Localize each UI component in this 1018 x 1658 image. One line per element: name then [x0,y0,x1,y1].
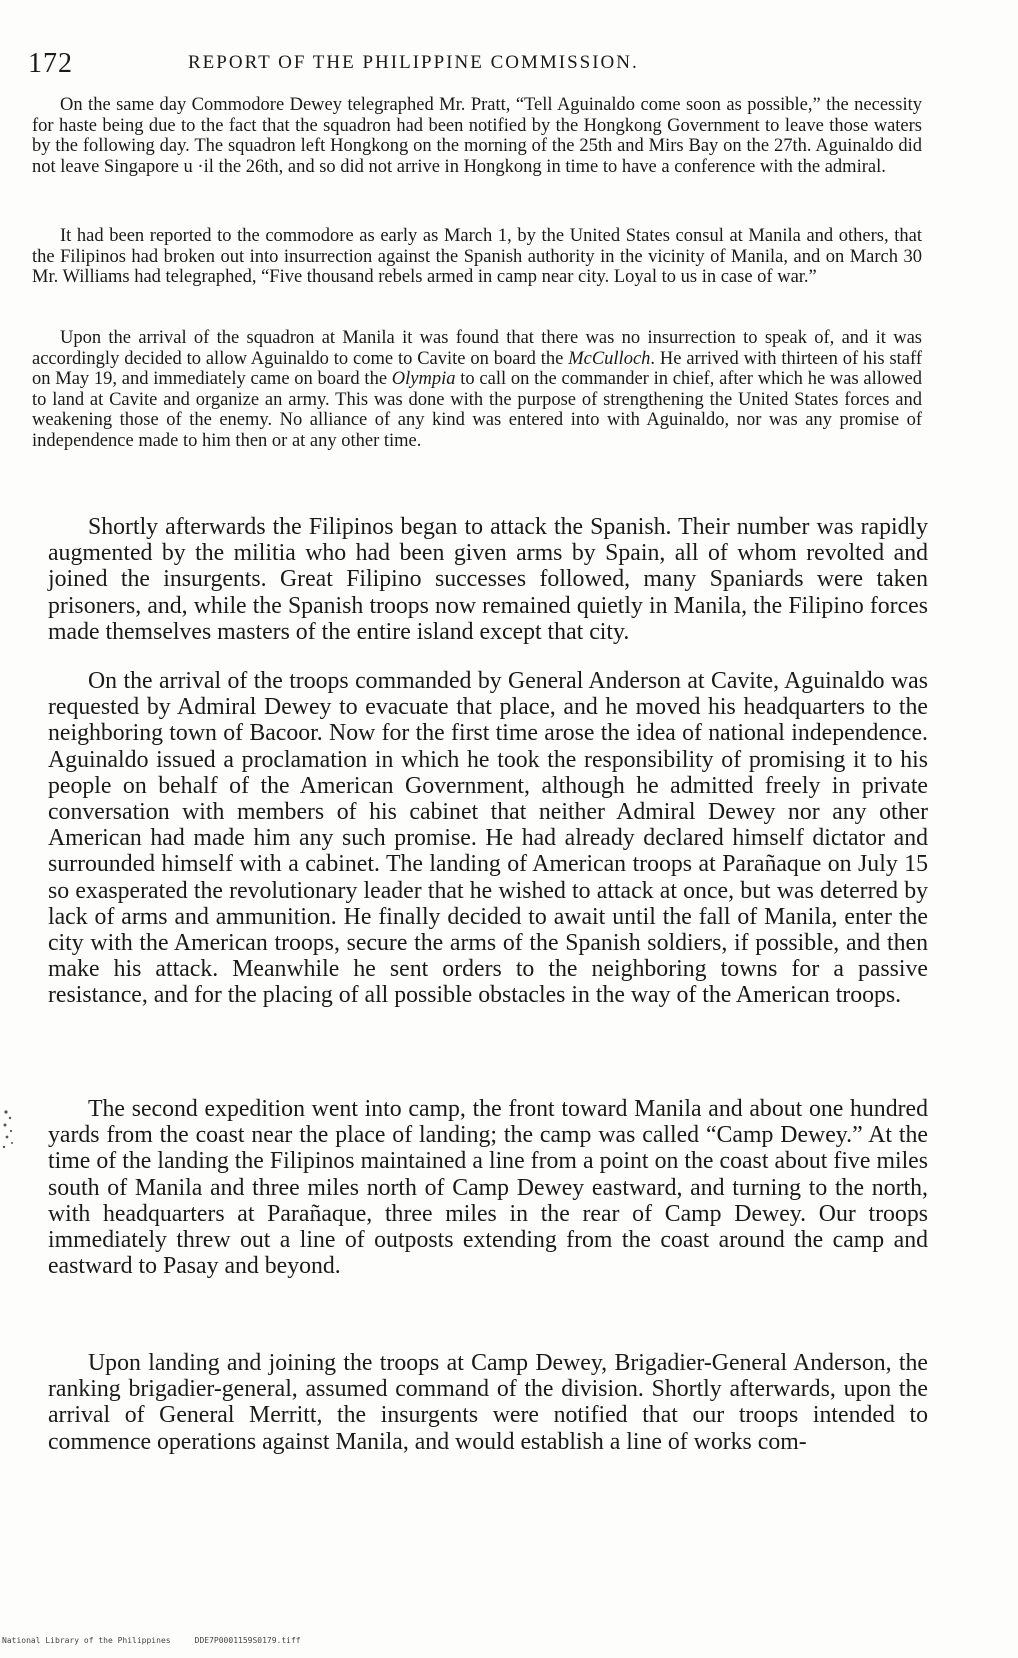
running-title: REPORT OF THE PHILIPPINE COMMISSION. [188,52,639,73]
scan-speck-marks [0,1106,16,1152]
ship-name-mcculloch: McCulloch [568,348,651,369]
page-header [28,44,958,84]
paragraph-anderson-command: Upon landing and joining the troops at Camp Dewey, Brigadier-General Anderson, the ranking brigadier-general, assumed command of the division. Shortly afterwards, upon the arrival of General Merritt, the insurgents were notified that our troops intended to commence operations against Manila, and would establish a line of works com- [48,1350,928,1455]
paragraph-second-expedition: The second expedition went into camp, the front toward Manila and about one hundred yards from the coast near the place of landing; the camp was called “Camp Dewey.” At the time of the landing the Filipinos maintained a line from a point on the coast about five miles south of Manila and three miles north of Camp Dewey eastward, and turning to the north, with headquarters at Parañaque, three miles in the rear of Camp Dewey. Our troops immediately threw out a line of outposts extending from the coast around the camp and eastward to Pasay and beyond. [48,1096,928,1280]
paragraph-text-segment: to call on the commander in chief, after which he was allowed to land at Cavite and organize an army. This was done with the purpose of strengthening the United States forces and weakening those of the enemy. No alliance of any kind was entered into with Aguinaldo, nor was any promise of independence made to him then or at any other time. [32,369,922,451]
paragraph-filipino-attacks: Shortly afterwards the Filipinos began to attack the Spanish. Their number was rapidly augmented by the militia who had been given arms by Spain, all of whom revolted and joined the insurgents. Great Filipino successes followed, many Spaniards were taken prisoners, and, while the Spanish troops now remained quietly in Manila, the Filipino forces made themselves masters of the entire island except that city. [48,514,928,645]
paragraph-arrival-at-manila [32,328,922,451]
paragraph-text-segment: . He arrived with thirteen of his staff on May 19, and immediately came on board the [32,348,922,389]
paragraph-anderson-arrival: On the arrival of the troops commanded by General Anderson at Cavite, Aguinaldo was requested by Admiral Dewey to evacuate that place, and he moved his headquarters to the neighboring town of Bacoor. Now for the first time arose the idea of national independence. Aguinaldo issued a proclamation in which he took the responsibility of promising it to his people on behalf of the American Government, although he admitted freely in private conversation with members of his cabinet that neither Admiral Dewey nor any other American had made him any such promise. He had already declared himself dictator and surrounded himself with a cabinet. The landing of American troops at Parañaque on July 15 so exasperated the revolutionary leader that he wished to attack at once, but was deterred by lack of arms and ammunition. He finally decided to await until the fall of Manila, enter the city with the American troops, secure the arms of the Spanish soldiers, if possible, and then make his attack. Meanwhile he sent orders to the neighboring towns for a passive resistance, and for the placing of all possible obstacles in the way of the American troops. [48,668,928,1009]
paragraph-dewey-telegraph: On the same day Commodore Dewey telegraphed Mr. Pratt, “Tell Aguinaldo come soon as possible,” the necessity for haste being due to the fact that the squadron had been notified by the Hongkong Government to leave those waters by the following day. The squadron left Hongkong on the morning of the 25th and Mirs Bay on the 27th. Aguinaldo did not leave Singapore u ·il the 26th, and so did not arrive in Hongkong in time to have a conference with the admiral. [32,95,922,177]
paragraph-insurrection-report: It had been reported to the commodore as early as March 1, by the United States consul at Manila and others, that the Filipinos had broken out into insurrection against the Spanish authority in the vicinity of Manila, and on March 30 Mr. Williams had telegraphed, “Five thousand rebels armed in camp near city. Loyal to us in case of war.” [32,226,922,287]
ship-name-olympia: Olympia [391,369,456,389]
paragraph-text-segment: Upon the arrival of the squadron at Manila it was found that there was no insurrection to speak of, and it was accordingly decided to allow Aguinaldo to come to Cavite on board the [32,328,922,369]
page-number: 172 [28,48,73,79]
scan-footer: National Library of the Philippines DDE7P0001159S0179.tiff [2,1636,301,1645]
